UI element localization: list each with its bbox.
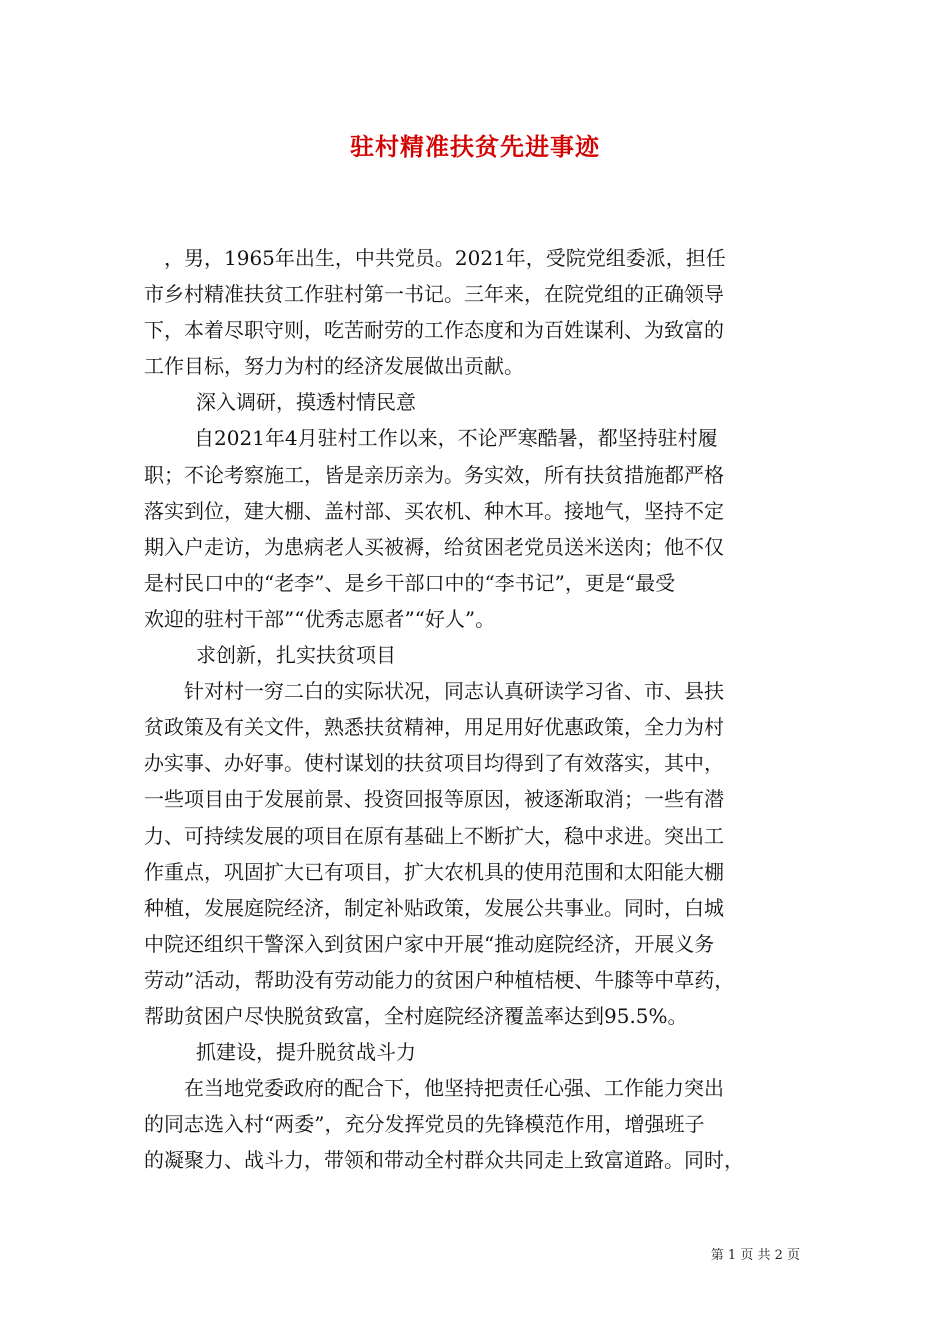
- paragraph-line: 落实到位，建大棚、盖村部、买农机、种木耳。接地气，坚持不定: [144, 498, 724, 523]
- paragraph-line: 自2021年4月驻村工作以来，不论严寒酷暑，都坚持驻村履: [194, 426, 718, 451]
- paragraph-line: 市乡村精准扶贫工作驻村第一书记。三年来，在院党组的正确领导: [144, 282, 724, 307]
- paragraph-line: 下，本着尽职守则，吃苦耐劳的工作态度和为百姓谋利、为致富的: [144, 318, 724, 343]
- paragraph-line: 职；不论考察施工，皆是亲历亲为。务实效，所有扶贫措施都严格: [144, 462, 724, 487]
- paragraph-line: 一些项目由于发展前景、投资回报等原因，被逐渐取消；一些有潜: [144, 787, 724, 812]
- section-heading: 求创新，扎实扶贫项目: [196, 643, 396, 668]
- paragraph-line: 欢迎的驻村干部”“优秀志愿者”“好人”。: [144, 606, 496, 631]
- paragraph-line: 种植，发展庭院经济，制定补贴政策，发展公共事业。同时，白城: [144, 895, 724, 920]
- paragraph-line: 期入户走访，为患病老人买被褥，给贫困老党员送米送肉；他不仅: [144, 534, 724, 559]
- paragraph-line: 力、可持续发展的项目在原有基础上不断扩大，稳中求进。突出工: [144, 823, 724, 848]
- paragraph-line: 帮助贫困户尽快脱贫致富，全村庭院经济覆盖率达到95.5%。: [144, 1003, 688, 1028]
- page-number: 第 1 页 共 2 页: [710, 1248, 800, 1263]
- paragraph-line: 贫政策及有关文件，熟悉扶贫精神，用足用好优惠政策，全力为村: [144, 715, 724, 740]
- paragraph-line: 在当地党委政府的配合下，他坚持把责任心强、工作能力突出: [184, 1076, 724, 1101]
- document-body: [144, 240, 810, 1178]
- section-heading: 深入调研，摸透村情民意: [196, 390, 416, 415]
- paragraph-line: 中院还组织干警深入到贫困户家中开展“推动庭院经济，开展义务: [144, 931, 715, 956]
- paragraph-line: 是村民口中的“老李”、是乡干部口中的“李书记”，更是“最受: [144, 570, 676, 595]
- paragraph-line: ，男，1965年出生，中共党员。2021年，受院党组委派，担任: [164, 246, 726, 270]
- paragraph-line: 劳动”活动，帮助没有劳动能力的贫困户种植桔梗、牛膝等中草药，: [144, 967, 735, 992]
- paragraph-line: 办实事、办好事。使村谋划的扶贫项目均得到了有效落实，其中，: [144, 751, 724, 776]
- paragraph-line: 工作目标，努力为村的经济发展做出贡献。: [144, 354, 524, 379]
- document-title: 驻村精准扶贫先进事迹: [350, 132, 600, 161]
- paragraph-line: 的凝聚力、战斗力，带领和带动全村群众共同走上致富道路。同时，: [144, 1148, 744, 1173]
- paragraph-line: 的同志选入村“两委”，充分发挥党员的先锋模范作用，增强班子: [144, 1112, 705, 1137]
- paragraph-line: 作重点，巩固扩大已有项目，扩大农机具的使用范围和太阳能大棚: [144, 859, 724, 884]
- section-heading: 抓建设，提升脱贫战斗力: [196, 1040, 416, 1065]
- paragraph-line: 针对村一穷二白的实际状况，同志认真研读学习省、市、县扶: [184, 679, 724, 704]
